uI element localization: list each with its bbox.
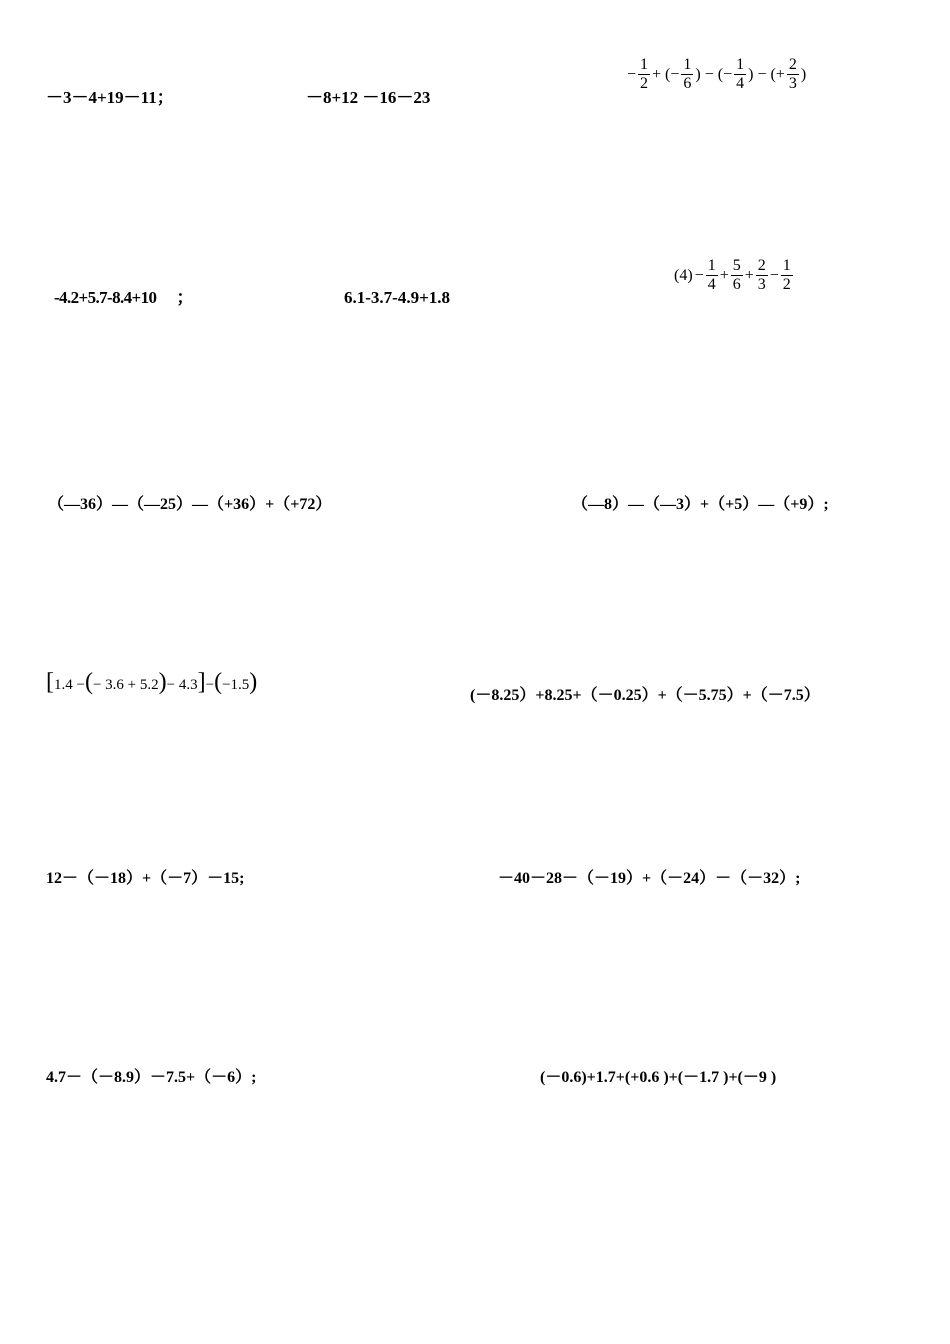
numerator: 5: [732, 257, 741, 274]
minus-sign: −: [694, 266, 704, 284]
term: −1.5: [222, 677, 250, 693]
denominator: 4: [736, 75, 745, 92]
operator: ) − (−: [695, 65, 733, 83]
denominator: 3: [757, 276, 766, 293]
denominator: 4: [707, 276, 716, 293]
numerator: 2: [788, 56, 797, 73]
numerator: 1: [640, 56, 649, 73]
denominator: 6: [732, 276, 741, 293]
numerator: 1: [736, 56, 745, 73]
open-paren: (: [84, 669, 93, 695]
numerator: 1: [683, 56, 692, 73]
fraction: [787, 56, 799, 93]
expression-1b: －8+12 －16－23: [306, 88, 431, 107]
operator: + (−: [652, 65, 680, 83]
expression-6a: 4.7－（－8.9）－7.5+（－6）;: [46, 1069, 257, 1086]
operator: +: [719, 266, 729, 284]
expression-1a: －3－4+19－11；: [46, 88, 174, 107]
open-paren: (: [214, 669, 223, 695]
expression-5a: 12－（－18）+（－7）－15;: [46, 870, 245, 887]
numerator: 2: [757, 257, 766, 274]
term: − 3.6 + 5.2: [92, 677, 159, 693]
close-bracket: ]: [197, 669, 206, 695]
expression-2b: 6.1-3.7-4.9+1.8: [344, 288, 451, 307]
operator: +: [744, 266, 754, 284]
fraction: [756, 257, 768, 294]
numerator: 1: [707, 257, 716, 274]
expression-4a: [46, 670, 257, 694]
denominator: 3: [788, 75, 797, 92]
numerator: 1: [782, 257, 791, 274]
operator: −: [205, 677, 215, 693]
fraction: [734, 56, 746, 93]
expression-3a: （—36）—（—25）—（+36）+（+72）: [48, 496, 332, 513]
operator: ) − (+: [748, 65, 785, 83]
open-bracket: [: [46, 669, 54, 695]
fraction: [781, 257, 793, 294]
problem-number: (4): [674, 266, 693, 284]
close-paren: ): [800, 65, 807, 83]
denominator: 2: [640, 75, 649, 92]
fraction: [731, 257, 743, 294]
expression-2a: -4.2+5.7-8.4+10 ；: [54, 288, 193, 307]
fraction: [638, 56, 650, 93]
minus-sign: −: [627, 65, 637, 83]
denominator: 6: [683, 75, 692, 92]
term: 1.4 −: [54, 677, 85, 693]
expression-1c: [626, 56, 807, 93]
denominator: 2: [782, 276, 791, 293]
expression-6b: (－0.6)+1.7+(+0.6 )+(－1.7 )+(－9 ): [540, 1069, 777, 1086]
fraction: [681, 56, 693, 93]
close-paren: ): [249, 669, 258, 695]
expression-3b: （—8）—（—3）+（+5）—（+9）;: [572, 496, 829, 513]
close-paren: ): [158, 669, 167, 695]
expression-4b: (－8.25）+8.25+（－0.25）+（－5.75）+（－7.5）: [470, 687, 820, 704]
operator: −: [769, 266, 779, 284]
fraction: [706, 257, 718, 294]
term: − 4.3: [166, 677, 198, 693]
expression-2c: [673, 257, 794, 294]
expression-5b: －40－28－（－19）+（－24）－（－32）;: [498, 870, 801, 887]
